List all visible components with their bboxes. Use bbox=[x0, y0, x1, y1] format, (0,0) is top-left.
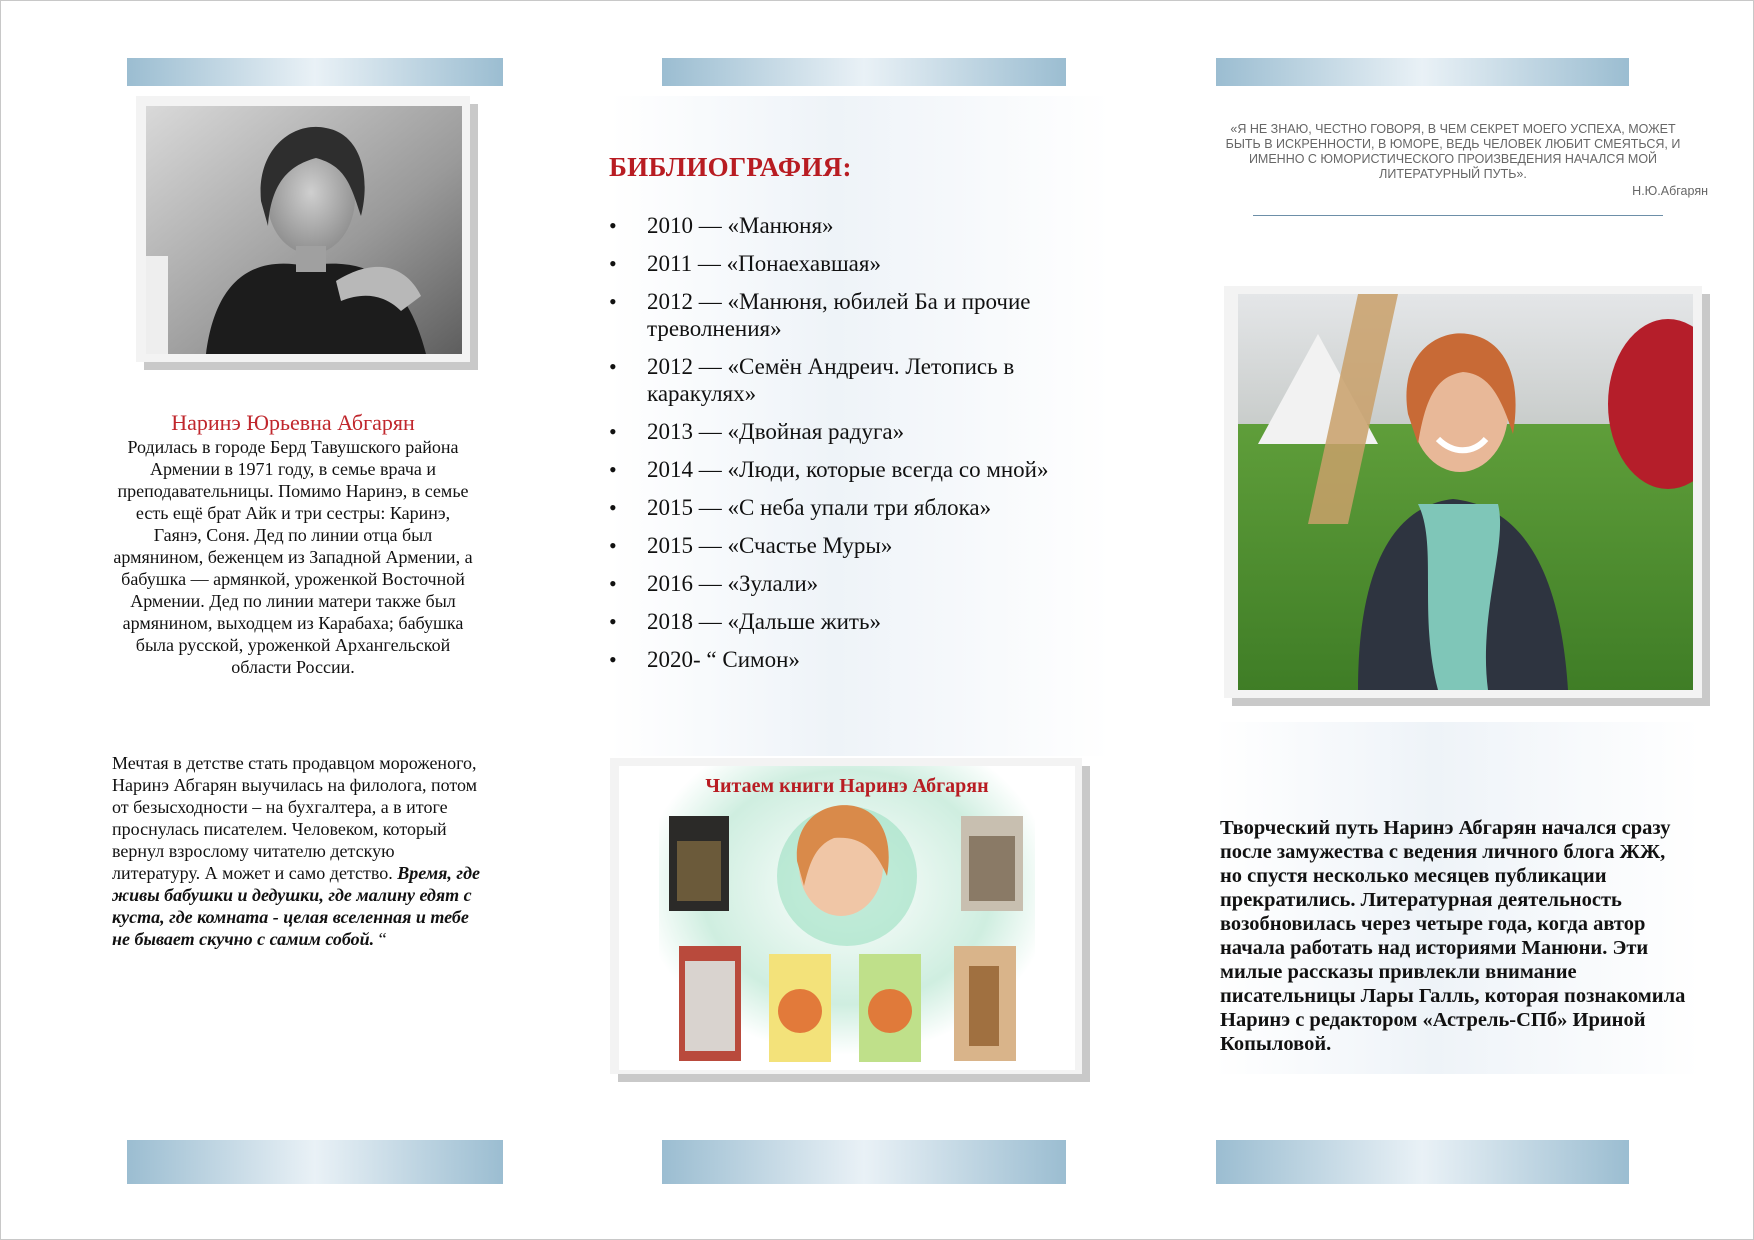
book-cover-6 bbox=[954, 946, 1016, 1061]
book-cover-5 bbox=[859, 954, 921, 1062]
list-item: • 2020- “ Симон» bbox=[647, 646, 1099, 673]
career-paragraph: Творческий путь Наринэ Абгарян начался сразу после замужества с ведения личного блога ЖЖ, но спустя несколько месяцев публикации прекратились. Литературная деятельность возобновилась через четыре года, когда автор начала работать над историями Манюни. Эти милые рассказы привлекли внимание писательницы Лары Галль, которая познакомила Наринэ с редактором «Астрель-СПб» Ириной Копыловой. bbox=[1220, 817, 1686, 1055]
books-poster bbox=[619, 766, 1075, 1070]
bibliography-title: БИБЛИОГРАФИЯ: bbox=[609, 152, 852, 182]
festival-photo bbox=[1238, 294, 1693, 690]
list-item: • 2015 — «Счастье Муры» bbox=[647, 532, 1099, 559]
biography-paragraph: Родилась в городе Берд Тавушского района Армении в 1971 году, в семье врача и преподавательницы. Помимо Наринэ, в семье есть ещё брат Айк и три сестры: Каринэ, Гаянэ, Соня. Дед по линии отца был армянином, беженцем из Западной Армении, а бабушка — армянкой, уроженкой Восточной Армении. Дед по линии матери также был армянином, выходцем из Карабаха; бабушка была русской, уроженкой Архангельской области России. bbox=[113, 437, 473, 677]
book-cover-2 bbox=[961, 816, 1023, 911]
list-item: • 2010 — «Манюня» bbox=[647, 212, 1099, 239]
list-item: • 2011 — «Понаехавшая» bbox=[647, 250, 1099, 277]
author-name: Наринэ Юрьевна Абгарян bbox=[171, 410, 415, 435]
list-item: • 2012 — «Манюня, юбилей Ба и прочие треволнения» bbox=[647, 288, 1099, 342]
bottom-bar-left bbox=[127, 1140, 503, 1184]
list-item: • 2015 — «С неба упали три яблока» bbox=[647, 494, 1099, 521]
portrait-photo-image bbox=[146, 106, 462, 354]
portrait-photo bbox=[146, 106, 462, 354]
bibliography-list bbox=[609, 212, 1099, 684]
list-item: • 2012 — «Семён Андреич. Летопись в каракулях» bbox=[647, 353, 1099, 407]
quote-divider bbox=[1253, 215, 1663, 216]
list-item: • 2014 — «Люди, которые всегда со мной» bbox=[647, 456, 1099, 483]
book-cover-4 bbox=[769, 954, 831, 1062]
dream-text: Мечтая в детстве стать продавцом мороженого, Наринэ Абгарян выучилась на филолога, потом от безысходности – на бухгалтера, а в итоге проснулась писателем. Человеком, который вернул взрослому читателю детскую литературу. А может и само детство. bbox=[112, 753, 478, 883]
dream-quote: Время, где живы бабушки и дедушки, где малину едят с куста, где комната - целая вселенная и тебе не бывает скучно с самим собой. bbox=[112, 863, 480, 949]
book-cover-1 bbox=[669, 816, 729, 911]
bottom-bar-middle bbox=[662, 1140, 1066, 1184]
dream-quote-end: “ bbox=[374, 929, 387, 949]
list-item: • 2018 — «Дальше жить» bbox=[647, 608, 1099, 635]
festival-photo-image bbox=[1238, 294, 1693, 690]
book-cover-3 bbox=[679, 946, 741, 1061]
list-item: • 2013 — «Двойная радуга» bbox=[647, 418, 1099, 445]
list-item: • 2016 — «Зулали» bbox=[647, 570, 1099, 597]
top-bar-middle bbox=[662, 58, 1066, 86]
bottom-bar-right bbox=[1216, 1140, 1629, 1184]
author-quote: «Я НЕ ЗНАЮ, ЧЕСТНО ГОВОРЯ, В ЧЕМ СЕКРЕТ МОЕГО УСПЕХА, МОЖЕТ БЫТЬ В ИСКРЕННОСТИ, В ЮМОРЕ, ВЕДЬ ЧЕЛОВЕК ЛЮБИТ СМЕЯТЬСЯ, И ИМЕННО С ЮМОРИСТИЧЕСКОГО ПРОИЗВЕДЕНИЯ НАЧАЛСЯ МОЙ ЛИТЕРАТУРНЫЙ ПУТЬ». bbox=[1225, 122, 1681, 181]
dream-paragraph bbox=[112, 752, 482, 950]
poster-caption: Читаем книги Наринэ Абгарян bbox=[705, 775, 989, 797]
quote-author: Н.Ю.Абгарян bbox=[1632, 184, 1708, 198]
top-bar-left bbox=[127, 58, 503, 86]
top-bar-right bbox=[1216, 58, 1629, 86]
books-poster-image bbox=[619, 766, 1075, 1070]
